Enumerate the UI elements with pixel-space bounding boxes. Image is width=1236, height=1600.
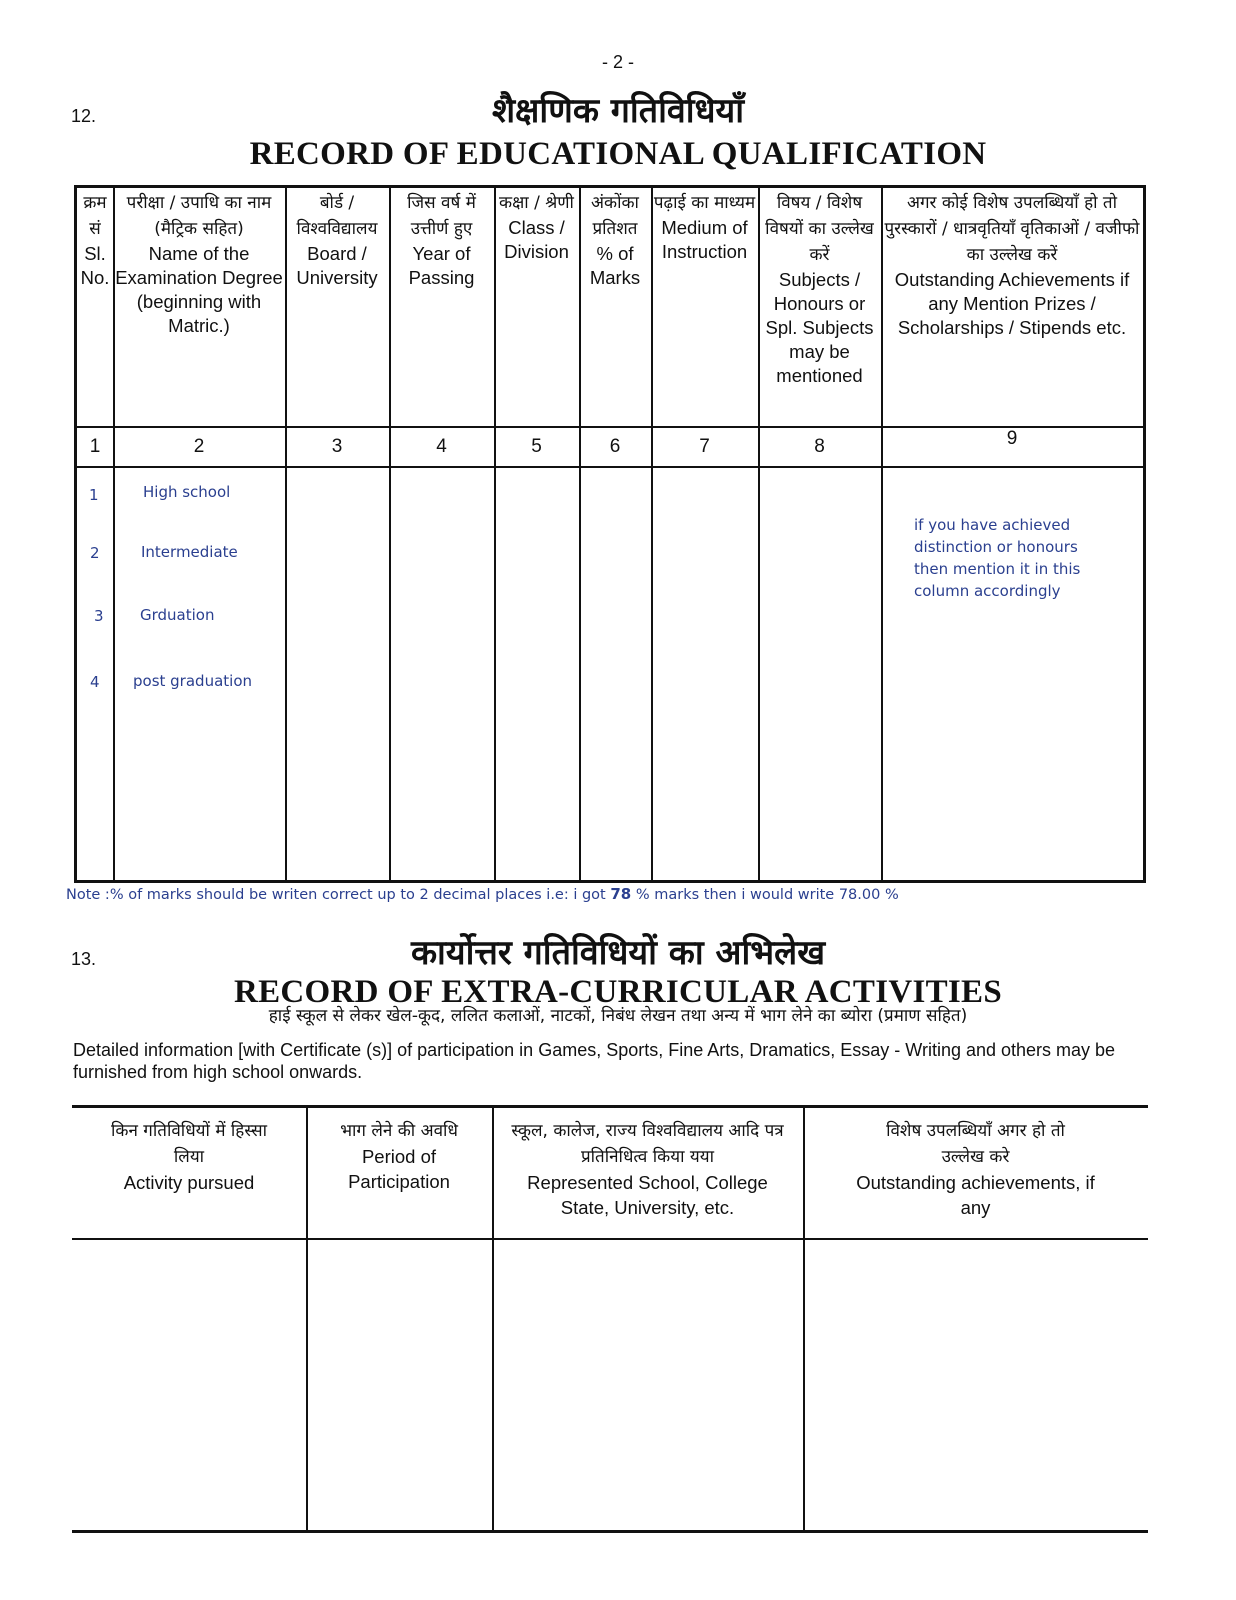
section-13-number: 13. — [71, 949, 97, 969]
col-header-activity: किन गतिविधियों में हिस्सा लिया Activity pursued — [110, 1121, 268, 1193]
col-header-period: भाग लेने की अवधि Period of Participation — [340, 1121, 458, 1192]
section-13-description: Detailed information [with Certificate (s)] of participation in Games, Sports, Fine Arts, Dramatics, Essay - Writing and others may be furnished from high school onwards. — [73, 1040, 1116, 1082]
col-number: 3 — [331, 436, 343, 457]
row-sl-no: 4 — [90, 673, 100, 691]
achievement-hint: if you have achieved distinction or honours then mention it in this column accordingly — [914, 516, 1081, 600]
col-number: 7 — [699, 436, 710, 457]
col-header-class: कक्षा / श्रेणी Class / Division — [499, 193, 574, 262]
col-header-medium: पढ़ाई का माध्यम Medium of Instruction — [653, 193, 756, 262]
col-header-year: जिस वर्ष में उत्तीर्ण हुए Year of Passing — [407, 193, 476, 288]
section-13-english-title: RECORD OF EXTRA-CURRICULAR ACTIVITIES — [233, 974, 1003, 1010]
col-number: 4 — [436, 436, 447, 457]
row-sl-no: 1 — [89, 486, 99, 504]
col-number: 5 — [531, 436, 542, 457]
section-13-hindi-subtitle: हाई स्कूल से लेकर खेल-कूद, ललित कलाओं, नाटकों, निबंध लेखन तथा अन्य में भाग लेने का ब्योरा (प्रमाण सहित) — [268, 1006, 968, 1026]
section-12-english-title: RECORD OF EDUCATIONAL QUALIFICATION — [249, 136, 987, 172]
row-sl-no: 3 — [94, 607, 104, 625]
col-header-exam-name: परीक्षा / उपाधि का नाम (मैट्रिक सहित) Name of the Examination Degree (beginning with Matric.) — [115, 193, 283, 336]
col-number: 9 — [1006, 428, 1018, 449]
section-13-hindi-title: कार्योत्तर गतिविधियों का अभिलेख — [410, 933, 826, 973]
col-header-outstanding: विशेष उपलब्धियाँ अगर हो तो उल्लेख करे Outstanding achievements, if any — [856, 1121, 1095, 1218]
col-header-subjects: विषय / विशेष विषयों का उल्लेख करें Subjects / Honours or Spl. Subjects may be mentioned — [765, 193, 874, 386]
extra-curricular-table — [72, 1105, 1148, 1533]
col-header-board: बोर्ड / विश्वविद्यालय Board / University — [296, 193, 378, 288]
marks-note: Note :% of marks should be writen correct up to 2 decimal places i.e: i got 78 % marks then i would write 78.00 % — [66, 885, 899, 903]
col-number: 1 — [89, 436, 101, 457]
col-header-marks: अंकोंका प्रतिशत % of Marks — [589, 193, 641, 288]
section-12-hindi-title: शैक्षणिक गतिविधियाँ — [491, 91, 745, 131]
row-exam-name: High school — [143, 483, 231, 501]
col-number: 6 — [609, 436, 621, 457]
educational-qualification-table — [74, 185, 1146, 883]
col-header-sl-no: क्रम सं Sl. No. — [80, 193, 110, 288]
row-exam-name: Grduation — [140, 606, 215, 624]
section-12-number: 12. — [71, 106, 97, 126]
col-header-represented: स्कूल, कालेज, राज्य विश्वविद्यालय आदि पत्र प्रतिनिधित्व किया यया Represented School, College State, University, etc. — [511, 1121, 784, 1218]
col-number: 8 — [814, 436, 825, 457]
row-sl-no: 2 — [90, 544, 100, 562]
row-exam-name: Intermediate — [141, 543, 238, 561]
page-number: - 2 - — [601, 52, 634, 72]
row-exam-name: post graduation — [133, 672, 252, 690]
col-header-achievements: अगर कोई विशेष उपलब्धियाँ हो तो पुरस्कारों / धात्रवृतियाँ वृतिकाओं / वजीफो का उल्लेख करें Outstanding Achievements if any Mention Prizes / Scholarships / Stipends etc. — [884, 193, 1140, 338]
col-number: 2 — [193, 436, 205, 457]
